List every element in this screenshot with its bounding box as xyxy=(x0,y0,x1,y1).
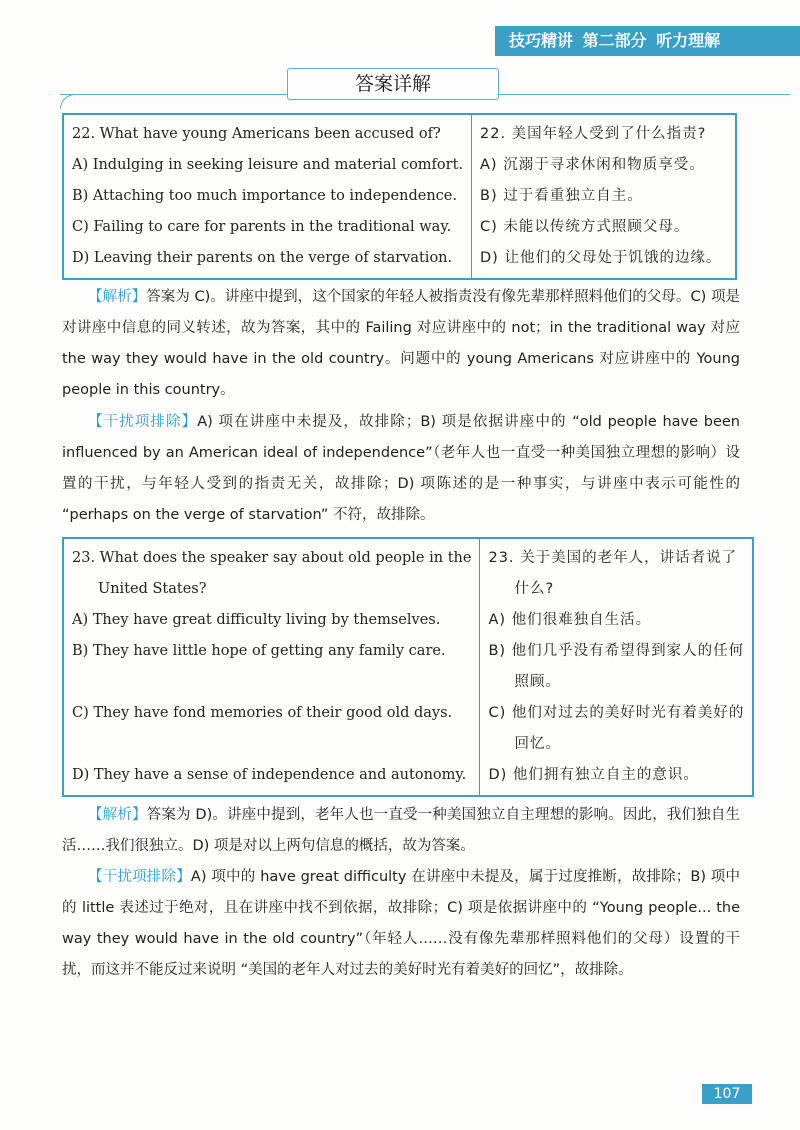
q22-en-option-d: D) Leaving their parents on the verge of starvation. xyxy=(72,250,453,266)
q23-zh-option-d: D) 他们拥有独立自主的意识。 xyxy=(488,767,699,783)
title-rule-curve xyxy=(60,94,81,109)
question-23-table xyxy=(62,537,754,797)
q23-zh-option-c-cont: 回忆。 xyxy=(514,736,561,752)
question-22-english xyxy=(63,114,472,279)
analysis-tag: 【解析】 xyxy=(88,807,147,823)
q23-zh-stem: 23. 关于美国的老年人，讲话者说了 xyxy=(488,550,738,566)
distractor-analysis-22 xyxy=(62,407,740,531)
question-23-english xyxy=(63,538,480,796)
distractor-analysis-23 xyxy=(62,862,740,986)
q23-zh-option-c: C) 他们对过去的美好时光有着美好的 xyxy=(488,705,745,721)
distractor-tag: 【干扰项排除】 xyxy=(88,414,198,430)
analysis-tag: 【解析】 xyxy=(88,289,147,305)
q23-en-stem: 23. What does the speaker say about old people in the xyxy=(72,550,472,566)
q23-en-option-d: D) They have a sense of independence and autonomy. xyxy=(72,767,467,783)
q22-zh-option-d: D) 让他们的父母处于饥饿的边缘。 xyxy=(480,250,722,266)
q23-zh-option-a: A) 他们很难独自生活。 xyxy=(488,612,652,628)
section-header: 技巧精讲 第二部分 听力理解 xyxy=(495,26,800,56)
q23-zh-stem-cont: 什么? xyxy=(514,581,555,597)
q23-en-option-c: C) They have fond memories of their good old days. xyxy=(72,705,453,721)
q22-en-option-a: A) Indulging in seeking leisure and material comfort. xyxy=(72,157,464,173)
question-22-chinese xyxy=(472,114,736,279)
q22-zh-stem: 22. 美国年轻人受到了什么指责? xyxy=(480,126,707,142)
q22-zh-option-c: C) 未能以传统方式照顾父母。 xyxy=(480,219,690,235)
q22-zh-option-b: B) 过于看重独立自主。 xyxy=(480,188,643,204)
distractor-text: A) 项中的 have great difficulty 在讲座中未提及，属于过度推断，故排除；B) 项中的 little 表述过于绝对，且在讲座中找不到依据，故排除；C) 项是依据讲座中的 “Young people... the way they would have in the old country”（年轻人……没有像先辈那样照料他们的父母）设置的干扰，而这并不能反过来说明 “美国的老年人对过去的美好时光有着美好的回忆”，故排除。 xyxy=(62,869,740,978)
q23-en-option-b: B) They have little hope of getting any family care. xyxy=(72,643,446,659)
q22-en-option-c: C) Failing to care for parents in the traditional way. xyxy=(72,219,452,235)
analysis-text: 答案为 C)。讲座中提到，这个国家的年轻人被指责没有像先辈那样照料他们的父母。C) 项是对讲座中信息的同义转述，故为答案，其中的 Failing 对应讲座中的 not；in the traditional way 对应 the way they would have in the old country。问题中的 young Americans 对应讲座中的 Young people in this country。 xyxy=(62,289,740,398)
q23-en-stem-cont: United States? xyxy=(98,581,207,597)
q23-en-option-a: A) They have great difficulty living by themselves. xyxy=(72,612,441,628)
q22-zh-option-a: A) 沉溺于寻求休闲和物质享受。 xyxy=(480,157,705,173)
q23-zh-option-b: B) 他们几乎没有希望得到家人的任何 xyxy=(488,643,745,659)
question-22-table xyxy=(62,113,737,280)
q22-en-stem: 22. What have young Americans been accused of? xyxy=(72,126,441,142)
q22-en-option-b: B) Attaching too much importance to independence. xyxy=(72,188,457,204)
q23-zh-option-b-cont: 照顾。 xyxy=(514,674,561,690)
analysis-23 xyxy=(62,800,740,862)
distractor-tag: 【干扰项排除】 xyxy=(88,869,191,885)
page-title: 答案详解 xyxy=(287,68,499,100)
distractor-text: A) 项在讲座中未提及，故排除；B) 项是依据讲座中的 “old people have been influenced by an American ideal of independence”（老年人也一直受一种美国独立理想的影响）设置的干扰，与年轻人受到的指责无关，故排除；D) 项陈述的是一种事实，与讲座中表示可能性的 “perhaps on the verge of starvation” 不符，故排除。 xyxy=(62,414,740,523)
analysis-22 xyxy=(62,282,740,406)
page-number: 107 xyxy=(702,1084,752,1104)
question-23-chinese xyxy=(480,538,753,796)
analysis-text: 答案为 D)。讲座中提到，老年人也一直受一种美国独立自主理想的影响。因此，我们独自生活……我们很独立。D) 项是对以上两句信息的概括，故为答案。 xyxy=(62,807,741,854)
